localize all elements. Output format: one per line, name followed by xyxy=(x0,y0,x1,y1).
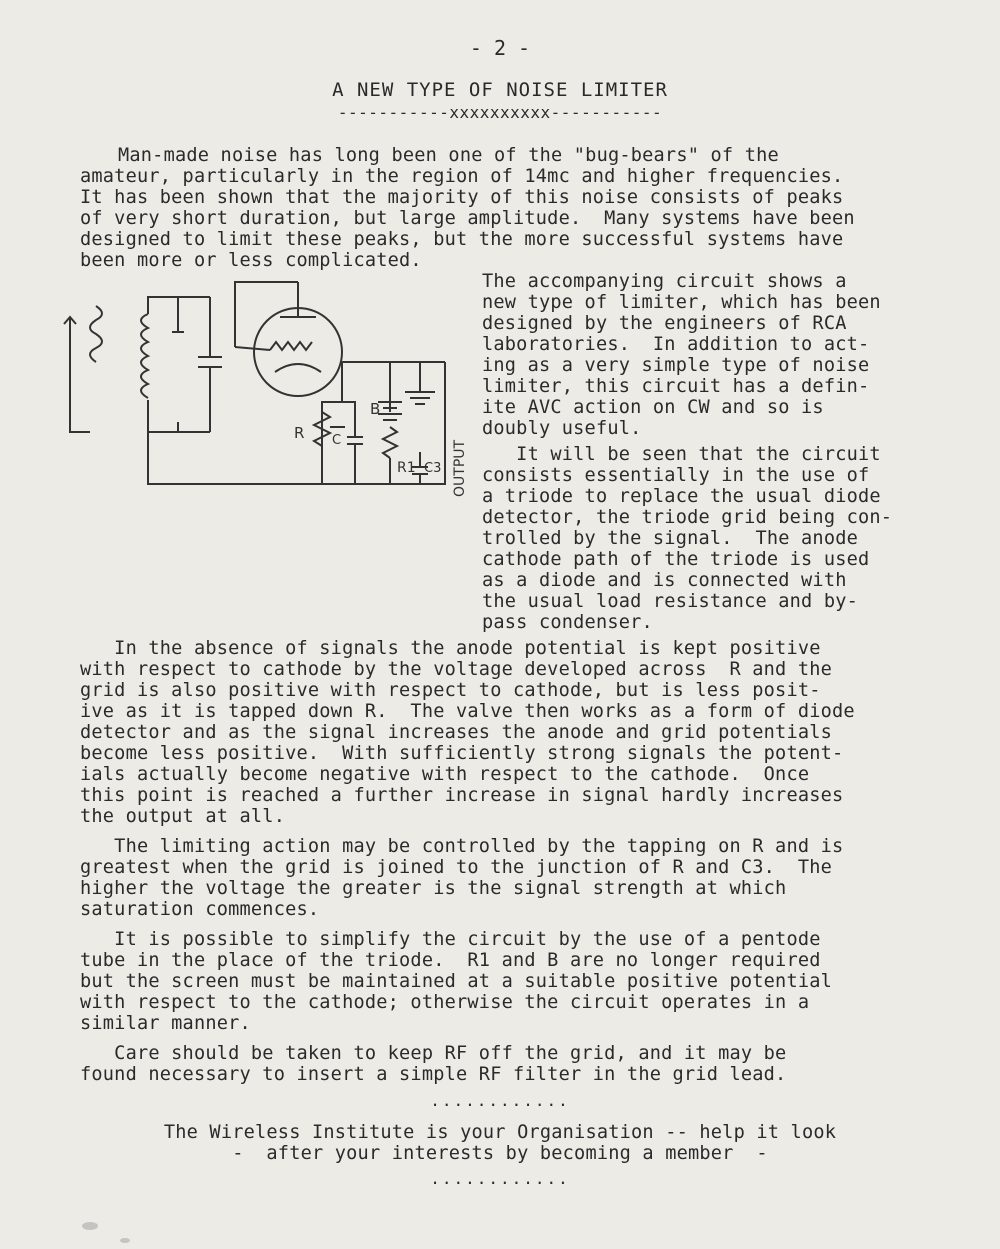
absence-line: this point is reached a further increase in signal hardly increases xyxy=(80,785,844,806)
intro-line: amateur, particularly in the region of 14mc and higher frequencies. xyxy=(80,166,844,187)
separator-dots: ............ xyxy=(430,1091,570,1110)
triode-line: trolled by the signal. The anode xyxy=(482,528,859,549)
absence-line: In the absence of signals the anode potential is kept positive xyxy=(80,638,821,659)
absence-line: the output at all. xyxy=(80,806,286,827)
label-c: C xyxy=(332,433,342,448)
pentode-line: with respect to the cathode; otherwise the circuit operates in a xyxy=(80,992,810,1013)
limiting-line: greatest when the grid is joined to the junction of R and C3. The xyxy=(80,857,833,878)
intro-line: been more or less complicated. xyxy=(80,250,422,271)
circuit-desc-line: The accompanying circuit shows a xyxy=(482,271,847,292)
label-r: R xyxy=(294,424,305,442)
intro-line: of very short duration, but large amplitude. Many systems have been xyxy=(80,208,855,229)
triode-line: consists essentially in the use of xyxy=(482,465,870,486)
care-line: found necessary to insert a simple RF filter in the grid lead. xyxy=(80,1064,787,1085)
label-b: B xyxy=(370,400,381,418)
title-rule: -----------xxxxxxxxxx----------- xyxy=(337,103,663,122)
article-title: A NEW TYPE OF NOISE LIMITER xyxy=(332,79,668,101)
pentode-line: tube in the place of the triode. R1 and B are no longer required xyxy=(80,950,821,971)
ground-symbol xyxy=(405,392,435,404)
absence-line: ive as it is tapped down R. The valve then works as a form of diode xyxy=(80,701,855,722)
absence-line: grid is also positive with respect to cathode, but is less posit- xyxy=(80,680,821,701)
limiting-line: saturation commences. xyxy=(80,899,320,920)
scan-speck xyxy=(82,1222,98,1230)
triode-line: the usual load resistance and by- xyxy=(482,591,859,612)
scan-speck xyxy=(120,1238,130,1243)
circuit-desc-line: ite AVC action on CW and so is xyxy=(482,397,824,418)
noise-limiter-circuit-diagram xyxy=(60,262,470,502)
intro-line: Man-made noise has long been one of the "bug-bears" of the xyxy=(118,145,779,166)
separator-dots-bottom: ............ xyxy=(430,1169,570,1188)
triode-line: cathode path of the triode is used xyxy=(482,549,870,570)
pentode-line: but the screen must be maintained at a suitable positive potential xyxy=(80,971,833,992)
circuit-desc-line: new type of limiter, which has been xyxy=(482,292,881,313)
circuit-desc-line: limiter, this circuit has a defin- xyxy=(482,376,870,397)
label-r1: R1 xyxy=(397,460,416,476)
grid-wire xyxy=(270,342,312,350)
triode-line: a triode to replace the usual diode xyxy=(482,486,881,507)
care-line: Care should be taken to keep RF off the grid, and it may be xyxy=(80,1043,787,1064)
pentode-line: similar manner. xyxy=(80,1013,251,1034)
intro-line: designed to limit these peaks, but the more successful systems have xyxy=(80,229,844,250)
triode-line: It will be seen that the circuit xyxy=(482,444,881,465)
footer-line: - after your interests by becoming a member - xyxy=(232,1143,768,1164)
absence-line: ials actually become negative with respect to the cathode. Once xyxy=(80,764,810,785)
triode-line: pass condenser. xyxy=(482,612,653,633)
cathode xyxy=(275,364,321,372)
limiting-line: The limiting action may be controlled by the tapping on R and is xyxy=(80,836,844,857)
limiting-line: higher the voltage the greater is the signal strength at which xyxy=(80,878,787,899)
label-c3: C3 xyxy=(424,461,442,476)
absence-line: detector and as the signal increases the anode and grid potentials xyxy=(80,722,833,743)
label-output: OUTPUT xyxy=(452,439,468,497)
absence-line: become less positive. With sufficiently strong signals the potent- xyxy=(80,743,844,764)
capacitor-c xyxy=(347,412,363,484)
intro-line: It has been shown that the majority of this noise consists of peaks xyxy=(80,187,844,208)
circuit-desc-line: doubly useful. xyxy=(482,418,642,439)
triode-valve xyxy=(254,308,342,396)
absence-line: with respect to cathode by the voltage developed across R and the xyxy=(80,659,833,680)
page-number: - 2 - xyxy=(469,36,531,60)
input-coil xyxy=(90,306,102,362)
pentode-line: It is possible to simplify the circuit by the use of a pentode xyxy=(80,929,821,950)
circuit-desc-line: designed by the engineers of RCA xyxy=(482,313,847,334)
circuit-desc-line: laboratories. In addition to act- xyxy=(482,334,870,355)
tuning-capacitor xyxy=(198,297,222,432)
triode-line: as a diode and is connected with xyxy=(482,570,847,591)
circuit-desc-line: ing as a very simple type of noise xyxy=(482,355,870,376)
tuned-coil xyxy=(141,314,148,398)
triode-line: detector, the triode grid being con- xyxy=(482,507,893,528)
footer-line: The Wireless Institute is your Organisation -- help it look xyxy=(163,1122,837,1143)
resistor-r1 xyxy=(383,427,397,458)
